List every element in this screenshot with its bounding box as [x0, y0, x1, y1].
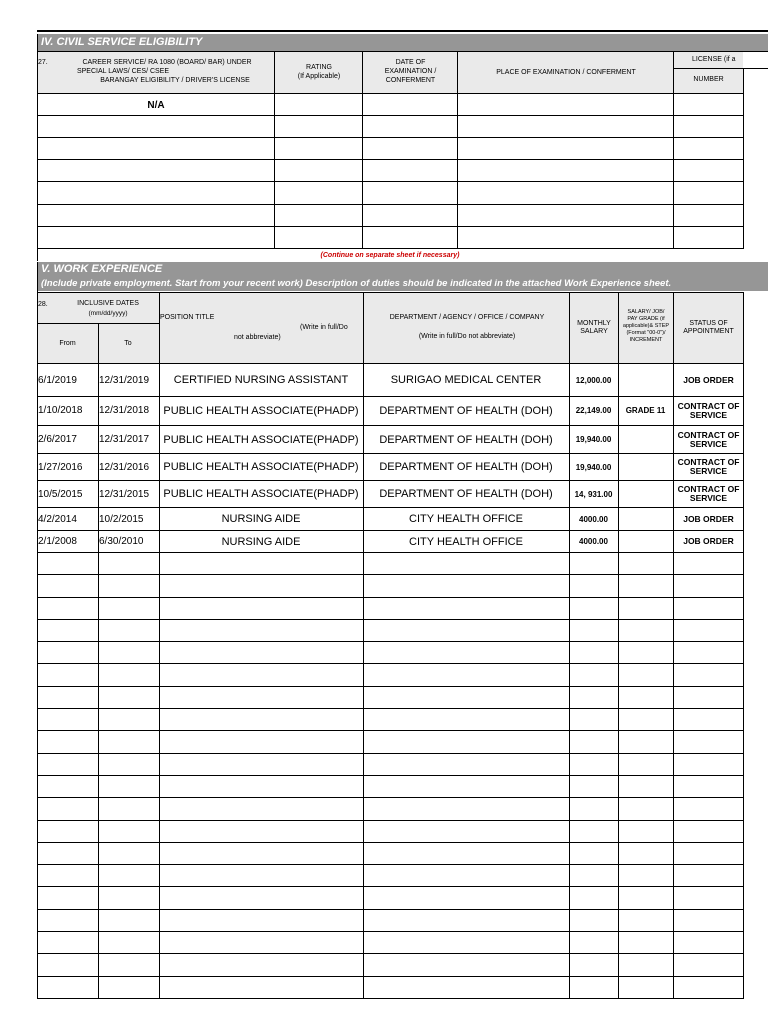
row-position: PUBLIC HEALTH ASSOCIATE(PHADP)	[163, 404, 359, 417]
grid-line	[37, 137, 744, 138]
row-status: JOB ORDER	[683, 513, 734, 524]
row-grade	[618, 508, 673, 530]
row-status: CONTRACT OF SERVICE	[677, 457, 740, 476]
section-v-subtitle: (Include private employment. Start from your recent work) Description of duties should be indicated in the attached Work Experience sheet.	[37, 277, 768, 291]
top-border	[37, 30, 768, 32]
grid-line	[37, 686, 744, 687]
grid-line	[37, 480, 744, 481]
col-grade-line4: (Format "00-0")/	[626, 330, 666, 336]
row-dept: DEPARTMENT OF HEALTH (DOH)	[379, 404, 553, 417]
grid-line	[37, 953, 744, 954]
row-dept: DEPARTMENT OF HEALTH (DOH)	[379, 433, 553, 446]
row-from: 6/1/2019	[38, 374, 77, 386]
col-position-line3: not abbreviate)	[234, 334, 281, 341]
grid-line	[743, 68, 744, 248]
grid-line	[743, 292, 744, 998]
row-from: 1/10/2018	[38, 405, 83, 416]
row-salary: 4000.00	[579, 537, 608, 546]
section-iv-title: IV. CIVIL SERVICE ELIGIBILITY	[37, 34, 768, 51]
row-position: PUBLIC HEALTH ASSOCIATE(PHADP)	[163, 461, 359, 473]
row-from: 2/6/2017	[38, 434, 77, 445]
row-salary: 4000.00	[579, 514, 608, 524]
grid-line	[362, 51, 363, 248]
eligibility-value: N/A	[147, 99, 165, 111]
grid-line	[37, 396, 744, 397]
row-grade	[618, 481, 673, 507]
grid-line	[37, 574, 744, 575]
row-salary: 19,940.00	[575, 462, 612, 472]
grid-line	[37, 730, 744, 731]
col-place: PLACE OF EXAMINATION / CONFERMENT	[496, 69, 636, 76]
row-to: 12/31/2017	[99, 434, 150, 445]
grid-line	[673, 292, 674, 998]
grid-line	[674, 68, 768, 69]
row-status: JOB ORDER	[683, 536, 734, 546]
col-from: From	[59, 340, 76, 347]
row-dept: CITY HEALTH OFFICE	[409, 513, 523, 525]
row-dept: SURIGAO MEDICAL CENTER	[390, 374, 542, 386]
grid-line	[37, 159, 744, 160]
grid-line	[37, 248, 744, 249]
col-to: To	[124, 340, 132, 347]
grid-line	[37, 93, 744, 94]
grid-line	[37, 530, 744, 531]
row-grade	[618, 426, 673, 453]
grid-line	[37, 842, 744, 843]
col-grade-line1: SALARY/ JOB/	[627, 309, 665, 315]
col-date-line2: EXAMINATION /	[384, 68, 437, 75]
row-grade	[618, 454, 673, 480]
continue-note: (Continue on separate sheet if necessary)	[320, 252, 460, 259]
grid-line	[37, 775, 744, 776]
row-position: NURSING AIDE	[221, 535, 301, 548]
grid-line	[37, 292, 744, 293]
row-grade	[618, 531, 673, 552]
col-dates-line1: INCLUSIVE DATES	[77, 300, 139, 307]
col-date-line1: DATE OF	[395, 59, 426, 66]
grid-line	[37, 181, 744, 182]
grid-line	[37, 552, 744, 553]
row-grade	[618, 368, 673, 392]
col-date-line3: CONFERMENT	[385, 77, 436, 84]
row-grade: GRADE 11	[625, 406, 666, 415]
col-dept-line1: DEPARTMENT / AGENCY / OFFICE / COMPANY	[389, 314, 545, 321]
grid-line	[37, 262, 38, 998]
row-from: 2/1/2008	[38, 536, 77, 547]
grid-line	[37, 363, 744, 364]
grid-line	[274, 51, 275, 248]
grid-line	[98, 323, 99, 998]
grid-line	[37, 820, 744, 821]
row-to: 12/31/2019	[99, 374, 150, 386]
grid-line	[37, 453, 744, 454]
row-to: 6/30/2010	[99, 536, 144, 547]
grid-line	[618, 292, 619, 998]
row-status: CONTRACT OF SERVICE	[677, 400, 740, 420]
grid-line	[37, 226, 744, 227]
row-salary: 12,000.00	[575, 375, 612, 385]
row-salary: 14, 931.00	[574, 489, 613, 499]
grid-line	[457, 51, 458, 248]
grid-line	[363, 292, 364, 998]
col-grade-line3: applicable)& STEP	[622, 323, 670, 329]
row-dept: DEPARTMENT OF HEALTH (DOH)	[379, 488, 553, 500]
col-position-line1: POSITION TITLE	[160, 314, 215, 321]
row-status: JOB ORDER	[683, 374, 734, 385]
col-dept-line2: (Write in full/Do not abbreviate)	[418, 333, 516, 340]
grid-line	[37, 708, 744, 709]
row-to: 12/31/2016	[99, 461, 150, 473]
col-status-line2: APPOINTMENT	[683, 328, 734, 335]
col-career-line2: SPECIAL LAWS/ CES/ CSEE	[76, 68, 170, 75]
row-to: 12/31/2015	[99, 488, 150, 500]
grid-line	[37, 51, 768, 52]
col-rating-line2: (If Applicable)	[297, 73, 341, 80]
row-from: 4/2/2014	[38, 513, 77, 525]
grid-line	[37, 425, 744, 426]
grid-line	[37, 507, 744, 508]
col-salary-line1: MONTHLY	[577, 320, 611, 327]
item-28-number: 28.	[38, 301, 48, 308]
grid-line	[37, 619, 744, 620]
col-status-line1: STATUS OF	[689, 320, 728, 327]
grid-line	[159, 292, 160, 998]
grid-line	[37, 976, 744, 977]
grid-line	[569, 292, 570, 998]
grid-line	[673, 51, 674, 248]
col-salary-line2: SALARY	[580, 328, 608, 335]
col-rating-line1: RATING	[306, 64, 332, 71]
col-number: NUMBER	[693, 76, 724, 83]
item-27-number: 27.	[38, 59, 48, 66]
col-position-line2: (Write in full/Do	[300, 324, 348, 331]
row-salary: 22,149.00	[575, 406, 612, 415]
grid-line	[37, 34, 38, 261]
col-license: LICENSE (if a	[692, 56, 736, 63]
row-position: PUBLIC HEALTH ASSOCIATE(PHADP)	[163, 433, 359, 446]
grid-line	[37, 797, 744, 798]
row-position: CERTIFIED NURSING ASSISTANT	[173, 374, 349, 386]
row-status: CONTRACT OF SERVICE	[677, 429, 740, 449]
grid-line	[37, 886, 744, 887]
row-position: PUBLIC HEALTH ASSOCIATE(PHADP)	[163, 488, 359, 500]
row-status: CONTRACT OF SERVICE	[677, 484, 740, 503]
grid-line	[37, 663, 744, 664]
grid-line	[37, 753, 744, 754]
grid-line	[37, 597, 744, 598]
row-dept: CITY HEALTH OFFICE	[409, 535, 523, 548]
grid-line	[37, 115, 744, 116]
row-to: 12/31/2018	[99, 405, 150, 416]
grid-line	[37, 931, 744, 932]
col-dates-line2: (mm/dd/yyyy)	[88, 310, 128, 317]
grid-line	[37, 909, 744, 910]
col-career-line1: CAREER SERVICE/ RA 1080 (BOARD/ BAR) UNDER	[82, 59, 252, 66]
col-grade-line5: INCREMENT	[629, 337, 663, 343]
grid-line	[37, 204, 744, 205]
row-to: 10/2/2015	[99, 513, 144, 525]
grid-line	[37, 998, 744, 999]
row-salary: 19,940.00	[575, 435, 612, 444]
row-from: 10/5/2015	[38, 488, 83, 500]
row-position: NURSING AIDE	[221, 513, 301, 525]
col-career-line3: BARANGAY ELIGIBILITY / DRIVER'S LICENSE	[100, 77, 250, 84]
row-from: 1/27/2016	[38, 461, 83, 473]
grid-line	[37, 641, 744, 642]
row-dept: DEPARTMENT OF HEALTH (DOH)	[379, 461, 553, 473]
col-grade-line2: PAY GRADE (if	[627, 316, 665, 322]
section-v-title: V. WORK EXPERIENCE	[37, 262, 768, 277]
grid-line	[37, 864, 744, 865]
